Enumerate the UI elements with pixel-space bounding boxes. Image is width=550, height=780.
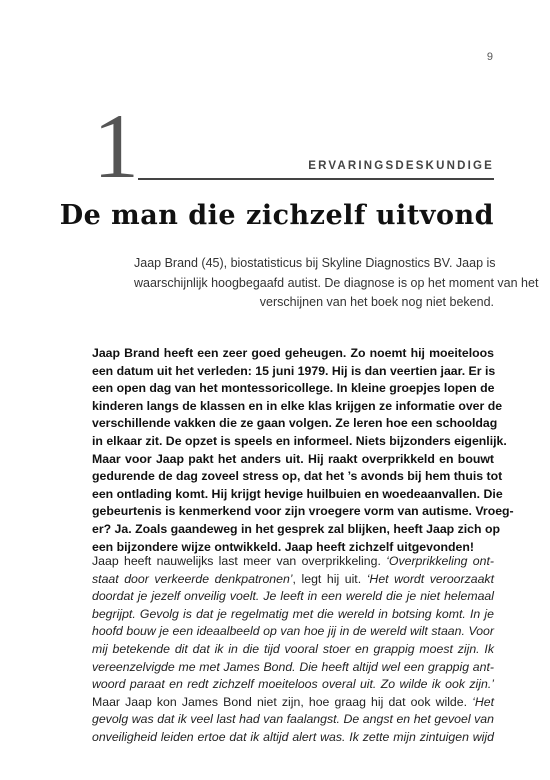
body-line <box>92 606 494 624</box>
text-run: Maar Jaap kon James Bond niet zijn, hoe graag hij dat ook wilde. <box>92 694 473 709</box>
lead-paragraph <box>92 345 514 556</box>
lead-line: een bijzondere wijze ontwikkeld. Jaap heeft zichzelf uitgevonden! <box>92 539 474 554</box>
italic-quote-run: hoofd bouw je een ideaalbeeld op van hoe jij in de wereld wilt staan. Voor <box>92 624 494 639</box>
lead-line: Maar voor Jaap pakt het anders uit. Hij raakt overprikkeld en bouwt <box>92 451 494 466</box>
lead-line: gebeurtenis is kenmerkend voor zijn vroegere vorm van autisme. Vroeg- <box>92 504 514 519</box>
lead-line: er? Ja. Zoals gaandeweg in het gesprek zal blijken, heeft Jaap zich op <box>92 521 500 536</box>
intro-line: Jaap Brand (45), biostatisticus bij Skyline Diagnostics BV. Jaap is <box>134 256 496 270</box>
italic-quote-run: vereenzelvigde me met James Bond. Die heeft altijd wel een grappig ant- <box>92 659 494 674</box>
body-line <box>92 676 494 694</box>
text-run: , legt hij uit. <box>292 571 367 586</box>
chapter-intro <box>134 254 539 313</box>
lead-line: gedurende de dag zoveel stress op, dat het ’s avonds bij hem thuis tot <box>92 469 503 484</box>
body-line <box>92 729 494 747</box>
italic-quote-run: ‘Het wordt veroorzaakt <box>366 571 494 586</box>
body-line <box>92 641 494 659</box>
chapter-rule <box>138 178 494 180</box>
body-line <box>92 623 494 641</box>
body-line <box>92 553 494 571</box>
lead-line: een open dag van het montessoricollege. In kleine groepjes lopen de <box>92 381 495 396</box>
italic-quote-run: begrijpt. Gevolg is dat je regelmatig met die wereld in botsing komt. In je <box>92 606 494 621</box>
lead-line: een datum uit het verleden: 15 juni 1979. Hij is dan veertien jaar. Er is <box>92 363 496 378</box>
lead-line: kinderen langs de klassen en in elke klas krijgen ze informatie over de <box>92 398 503 413</box>
body-line <box>92 659 494 677</box>
page-number: 9 <box>486 51 493 63</box>
italic-quote-run: doordat je jezelf onveilig voelt. Je leeft in een wereld die je niet helemaal <box>92 589 494 604</box>
italic-quote-run: ‘Overprikkeling ont- <box>386 554 494 568</box>
italic-quote-run: gevolg was dat ik veel last had van faalangst. De angst en het gevoel van <box>92 712 494 727</box>
body-line <box>92 588 494 606</box>
chapter-title: De man die zichzelf uitvond <box>59 200 494 231</box>
lead-line: in elkaar zit. De opzet is speels en informeel. Niets bijzonders eigenlijk. <box>92 433 507 448</box>
intro-line: verschijnen van het boek nog niet bekend. <box>259 295 494 309</box>
body-line <box>92 694 494 712</box>
body-line <box>92 711 494 729</box>
chapter-number: 1 <box>93 95 139 197</box>
italic-quote-run: woord paraat en redt zichzelf moeiteloos overal uit. Zo wilde ik ook zijn.’ <box>92 677 494 692</box>
body-line <box>92 571 494 589</box>
lead-line: een ontlading komt. Hij krijgt hevige huilbuien en woedeaanvallen. Die <box>92 486 503 501</box>
lead-line: verschillende vakken die ze gaan volgen. Ze leren hoe een schooldag <box>92 416 498 431</box>
text-run: Jaap heeft nauwelijks last meer van overprikkeling. <box>92 554 387 568</box>
italic-quote-run: onveiligheid leiden ertoe dat ik altijd alert was. Ik zette mijn zintuigen wijd <box>92 729 494 744</box>
body-paragraph <box>92 553 494 747</box>
italic-quote-run: ‘Het <box>472 694 494 709</box>
intro-line: waarschijnlijk hoogbegaafd autist. De diagnose is op het moment van het <box>134 275 539 290</box>
chapter-label: ERVARINGSDESKUNDIGE <box>308 160 494 172</box>
lead-line: Jaap Brand heeft een zeer goed geheugen. Zo noemt hij moeiteloos <box>92 346 494 360</box>
italic-quote-run: staat door verkeerde denkpatronen’ <box>92 571 293 586</box>
italic-quote-run: mij betekende dit dat ik in die tijd vooral stoer en grappig moest zijn. Ik <box>92 641 494 656</box>
